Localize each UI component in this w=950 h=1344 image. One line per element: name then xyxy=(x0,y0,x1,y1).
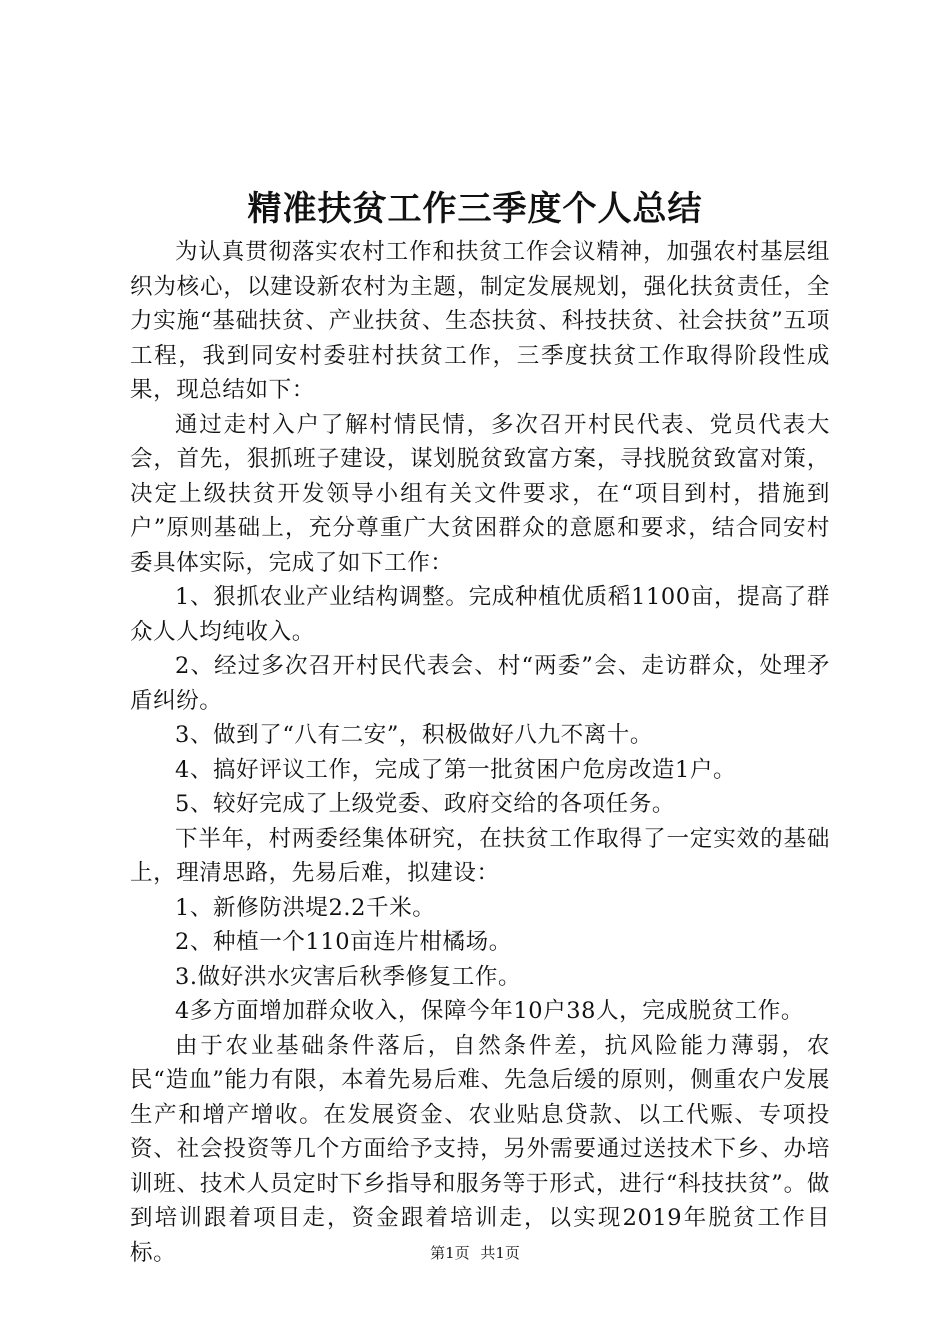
list-item-plan-1: 1、新修防洪堤2.2千米。 xyxy=(175,894,436,921)
list-item-plan-3: 3.做好洪水灾害后秋季修复工作。 xyxy=(175,963,522,990)
list-item-plan-4: 4多方面增加群众收入，保障今年10户38人，完成脱贫工作。 xyxy=(175,998,804,1024)
list-item-completed-5: 5、较好完成了上级党委、政府交给的各项任务。 xyxy=(175,791,676,817)
list-item-completed-2: 2、经过多次召开村民代表会、村“两委”会、走访群众，处理矛盾纠纷。 xyxy=(130,653,830,714)
page-footer xyxy=(0,1242,950,1264)
document-body xyxy=(130,235,830,1270)
paragraph-intro: 为认真贯彻落实农村工作和扶贫工作会议精神，加强农村基层组织为核心，以建设新农村为主题，制定发展规划，强化扶贫责任，全力实施“基础扶贫、产业扶贫、生态扶贫、科技扶贫、社会扶贫”五项工程，我到同安村委驻村扶贫工作，三季度扶贫工作取得阶段性成果，现总结如下： xyxy=(130,239,830,403)
paragraph-conclusion: 由于农业基础条件落后，自然条件差，抗风险能力薄弱，农民“造血”能力有限，本着先易后难、先急后缓的原则，侧重农户发展生产和增产增收。在发展资金、农业贴息贷款、以工代赈、专项投资、社会投资等几个方面给予支持，另外需要通过送技术下乡、办培训班、技术人员定时下乡指导和服务等于形式，进行“科技扶贫”。做到培训跟着项目走，资金跟着培训走，以实现2019年脱贫工作目标。 xyxy=(130,1032,830,1266)
list-item-completed-4: 4、搞好评议工作，完成了第一批贫困户危房改造1户。 xyxy=(175,756,737,783)
list-item-completed-1: 1、狠抓农业产业结构调整。完成种植优质稻1100亩，提高了群众人人均纯收入。 xyxy=(130,584,830,645)
paragraph-work-overview: 通过走村入户了解村情民情，多次召开村民代表、党员代表大会，首先，狠抓班子建设，谋划脱贫致富方案，寻找脱贫致富对策，决定上级扶贫开发领导小组有关文件要求，在“项目到村，措施到户”原则基础上，充分尊重广大贫困群众的意愿和要求，结合同安村委具体实际，完成了如下工作： xyxy=(130,411,830,576)
page-number-current: 第1页 xyxy=(430,1244,470,1262)
page-number-total: 共1页 xyxy=(480,1244,520,1262)
page-title: 精准扶贫工作三季度个人总结 xyxy=(247,189,703,229)
list-item-completed-3: 3、做到了“八有二安”，积极做好八九不离十。 xyxy=(175,722,654,748)
list-item-plan-2: 2、种植一个110亩连片柑橘场。 xyxy=(175,929,512,955)
paragraph-second-half-plan: 下半年，村两委经集体研究，在扶贫工作取得了一定实效的基础上，理清思路，先易后难，拟建设： xyxy=(130,825,830,886)
